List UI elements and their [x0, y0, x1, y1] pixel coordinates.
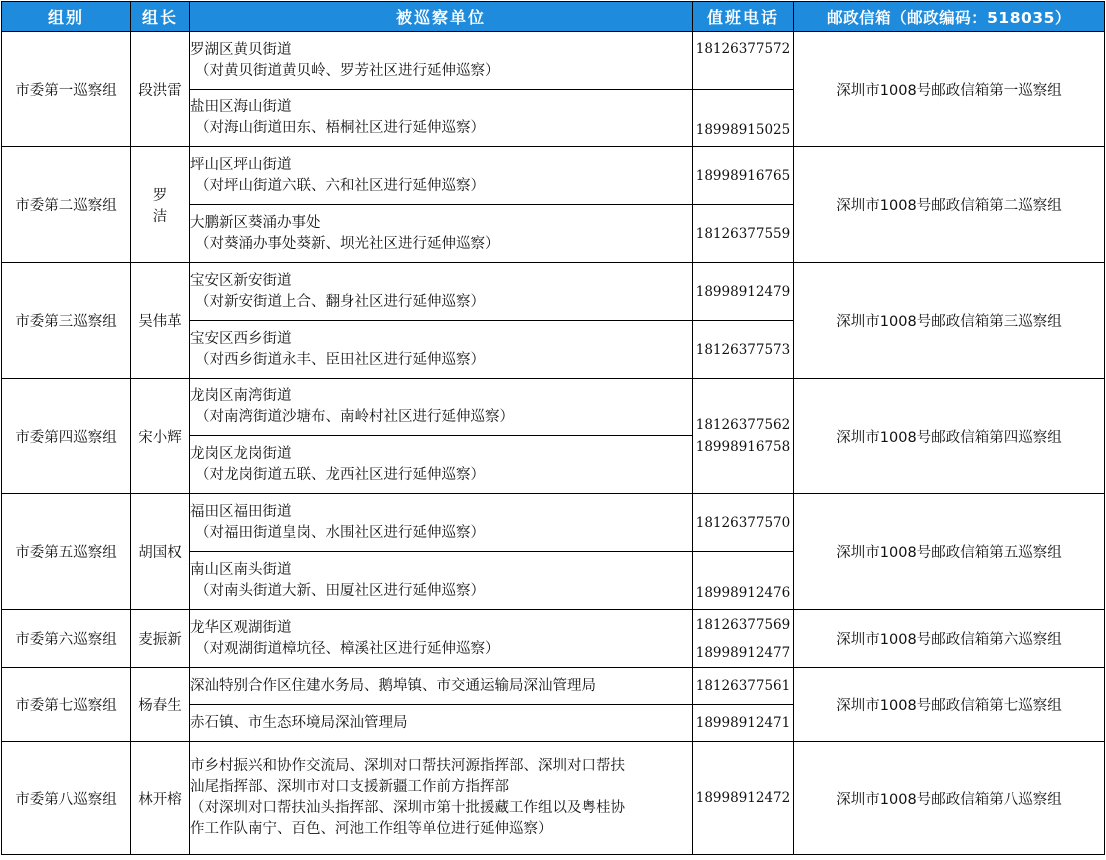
- unit-line: （对深圳对口帮扶汕头指挥部、深圳市第十批援藏工作组以及粤桂协: [190, 800, 625, 816]
- unit-title: 龙岗区南湾街道: [190, 388, 292, 404]
- unit-title: 宝安区西乡街道: [190, 330, 292, 347]
- duty-phone: 18998916758: [695, 439, 791, 455]
- group-name: 市委第二巡察组: [2, 147, 131, 263]
- group-leader: 杨春生: [131, 668, 190, 742]
- postbox-address: 深圳市1008号邮政信箱第七巡察组: [794, 668, 1105, 742]
- unit-title: 南山区南头街道: [190, 561, 292, 578]
- duty-phone: 18126377573: [693, 321, 794, 379]
- table-row: [2, 742, 1105, 855]
- group-name: 市委第四巡察组: [2, 379, 131, 494]
- unit-title: 盐田区海山街道: [190, 99, 292, 115]
- group-leader: 吴伟革: [131, 263, 190, 379]
- unit-title: 福田区福田街道: [190, 503, 292, 520]
- duty-phone: 18126377572: [693, 32, 794, 90]
- unit-title: 龙岗区龙岗街道: [190, 445, 292, 462]
- group-leader: 林开榕: [131, 742, 190, 855]
- duty-phone: 18126377559: [693, 205, 794, 263]
- duty-phone: 18998916765: [693, 147, 794, 205]
- unit-line: 作工作队南宁、百色、河池工作组等单位进行延伸巡察）: [190, 821, 553, 837]
- unit-note: （对黄贝街道黄贝岭、罗芳社区进行延伸巡察）: [195, 62, 500, 79]
- unit-note: （对西乡街道永丰、臣田社区进行延伸巡察）: [195, 351, 485, 368]
- duty-phone: 18126377569: [695, 616, 791, 633]
- inspection-table-container: [1, 1, 1104, 858]
- inspected-unit: [190, 263, 693, 321]
- group-leader: 段洪雷: [131, 32, 190, 147]
- inspected-unit: [190, 494, 693, 552]
- inspected-unit: [190, 610, 693, 668]
- header-leader: 组长: [131, 2, 190, 32]
- table-row: [2, 32, 1105, 90]
- unit-note: （对海山街道田东、梧桐社区进行延伸巡察）: [195, 120, 485, 136]
- table-row: [2, 263, 1105, 321]
- unit-note: （对坪山街道六联、六和社区进行延伸巡察）: [195, 177, 485, 194]
- postbox-address: 深圳市1008号邮政信箱第一巡察组: [794, 32, 1105, 147]
- unit-note: （对新安街道上合、翻身社区进行延伸巡察）: [195, 293, 485, 310]
- inspected-unit: [190, 742, 693, 855]
- header-phone: 值班电话: [693, 2, 794, 32]
- duty-phone: 18126377562: [695, 417, 791, 433]
- inspected-unit: [190, 705, 693, 742]
- inspected-unit: [190, 379, 693, 436]
- header-group: 组别: [2, 2, 131, 32]
- table-row: [2, 379, 1105, 436]
- unit-title: 深汕特别合作区住建水务局、鹅埠镇、市交通运输局深汕管理局: [190, 677, 596, 694]
- duty-phone-cell: [693, 610, 794, 668]
- group-leader: 宋小辉: [131, 379, 190, 494]
- unit-note: （对葵涌办事处葵新、坝光社区进行延伸巡察）: [195, 235, 500, 252]
- group-name: 市委第六巡察组: [2, 610, 131, 668]
- unit-note: （对观湖街道樟坑径、樟溪社区进行延伸巡察）: [195, 640, 500, 657]
- table-row: [2, 668, 1105, 705]
- postbox-address: 深圳市1008号邮政信箱第三巡察组: [794, 263, 1105, 379]
- group-name: 市委第一巡察组: [2, 32, 131, 147]
- unit-note: （对龙岗街道五联、龙西社区进行延伸巡察）: [195, 466, 485, 483]
- inspected-unit: [190, 436, 693, 494]
- table-row: [2, 610, 1105, 668]
- group-leader: 罗洁: [131, 147, 190, 263]
- duty-phone: 18998912479: [693, 263, 794, 321]
- unit-line: 市乡村振兴和协作交流局、深圳对口帮扶河源指挥部、深圳对口帮扶: [190, 758, 625, 774]
- inspected-unit: [190, 147, 693, 205]
- duty-phone: 18998912472: [693, 742, 794, 855]
- unit-note: （对南头街道大新、田厦社区进行延伸巡察）: [195, 582, 485, 599]
- table-row: [2, 147, 1105, 205]
- group-name: 市委第五巡察组: [2, 494, 131, 610]
- unit-note: （对福田街道皇岗、水围社区进行延伸巡察）: [195, 524, 485, 541]
- unit-title: 赤石镇、市生态环境局深汕管理局: [190, 714, 408, 731]
- unit-line: 汕尾指挥部、深圳市对口支援新疆工作前方指挥部: [190, 779, 509, 795]
- group-leader: 麦振新: [131, 610, 190, 668]
- group-name: 市委第三巡察组: [2, 263, 131, 379]
- inspected-unit: [190, 321, 693, 379]
- inspection-table: [1, 1, 1105, 855]
- inspected-unit: [190, 668, 693, 705]
- duty-phone: 18998912471: [693, 705, 794, 742]
- group-name: 市委第八巡察组: [2, 742, 131, 855]
- inspected-unit: [190, 32, 693, 90]
- inspected-unit: [190, 90, 693, 147]
- postbox-address: 深圳市1008号邮政信箱第六巡察组: [794, 610, 1105, 668]
- group-leader: 胡国权: [131, 494, 190, 610]
- duty-phone: 18998912476: [693, 552, 794, 610]
- inspected-unit: [190, 552, 693, 610]
- duty-phone-cell: [693, 379, 794, 494]
- inspected-unit: [190, 205, 693, 263]
- postbox-address: 深圳市1008号邮政信箱第五巡察组: [794, 494, 1105, 610]
- unit-title: 龙华区观湖街道: [190, 619, 292, 636]
- table-row: [2, 494, 1105, 552]
- group-name: 市委第七巡察组: [2, 668, 131, 742]
- header-unit: 被巡察单位: [190, 2, 693, 32]
- unit-note: （对南湾街道沙塘布、南岭村社区进行延伸巡察）: [195, 409, 514, 425]
- header-row: [2, 2, 1105, 32]
- header-postbox: 邮政信箱（邮政编码：518035）: [794, 2, 1105, 32]
- postbox-address: 深圳市1008号邮政信箱第四巡察组: [794, 379, 1105, 494]
- unit-title: 大鹏新区葵涌办事处: [190, 214, 321, 231]
- unit-title: 坪山区坪山街道: [190, 156, 292, 173]
- duty-phone: 18998912477: [695, 644, 791, 661]
- duty-phone: 18126377561: [693, 668, 794, 705]
- unit-title: 宝安区新安街道: [190, 272, 292, 289]
- postbox-address: 深圳市1008号邮政信箱第二巡察组: [794, 147, 1105, 263]
- duty-phone: 18998915025: [693, 90, 794, 147]
- unit-title: 罗湖区黄贝街道: [190, 41, 292, 58]
- duty-phone: 18126377570: [693, 494, 794, 552]
- postbox-address: 深圳市1008号邮政信箱第八巡察组: [794, 742, 1105, 855]
